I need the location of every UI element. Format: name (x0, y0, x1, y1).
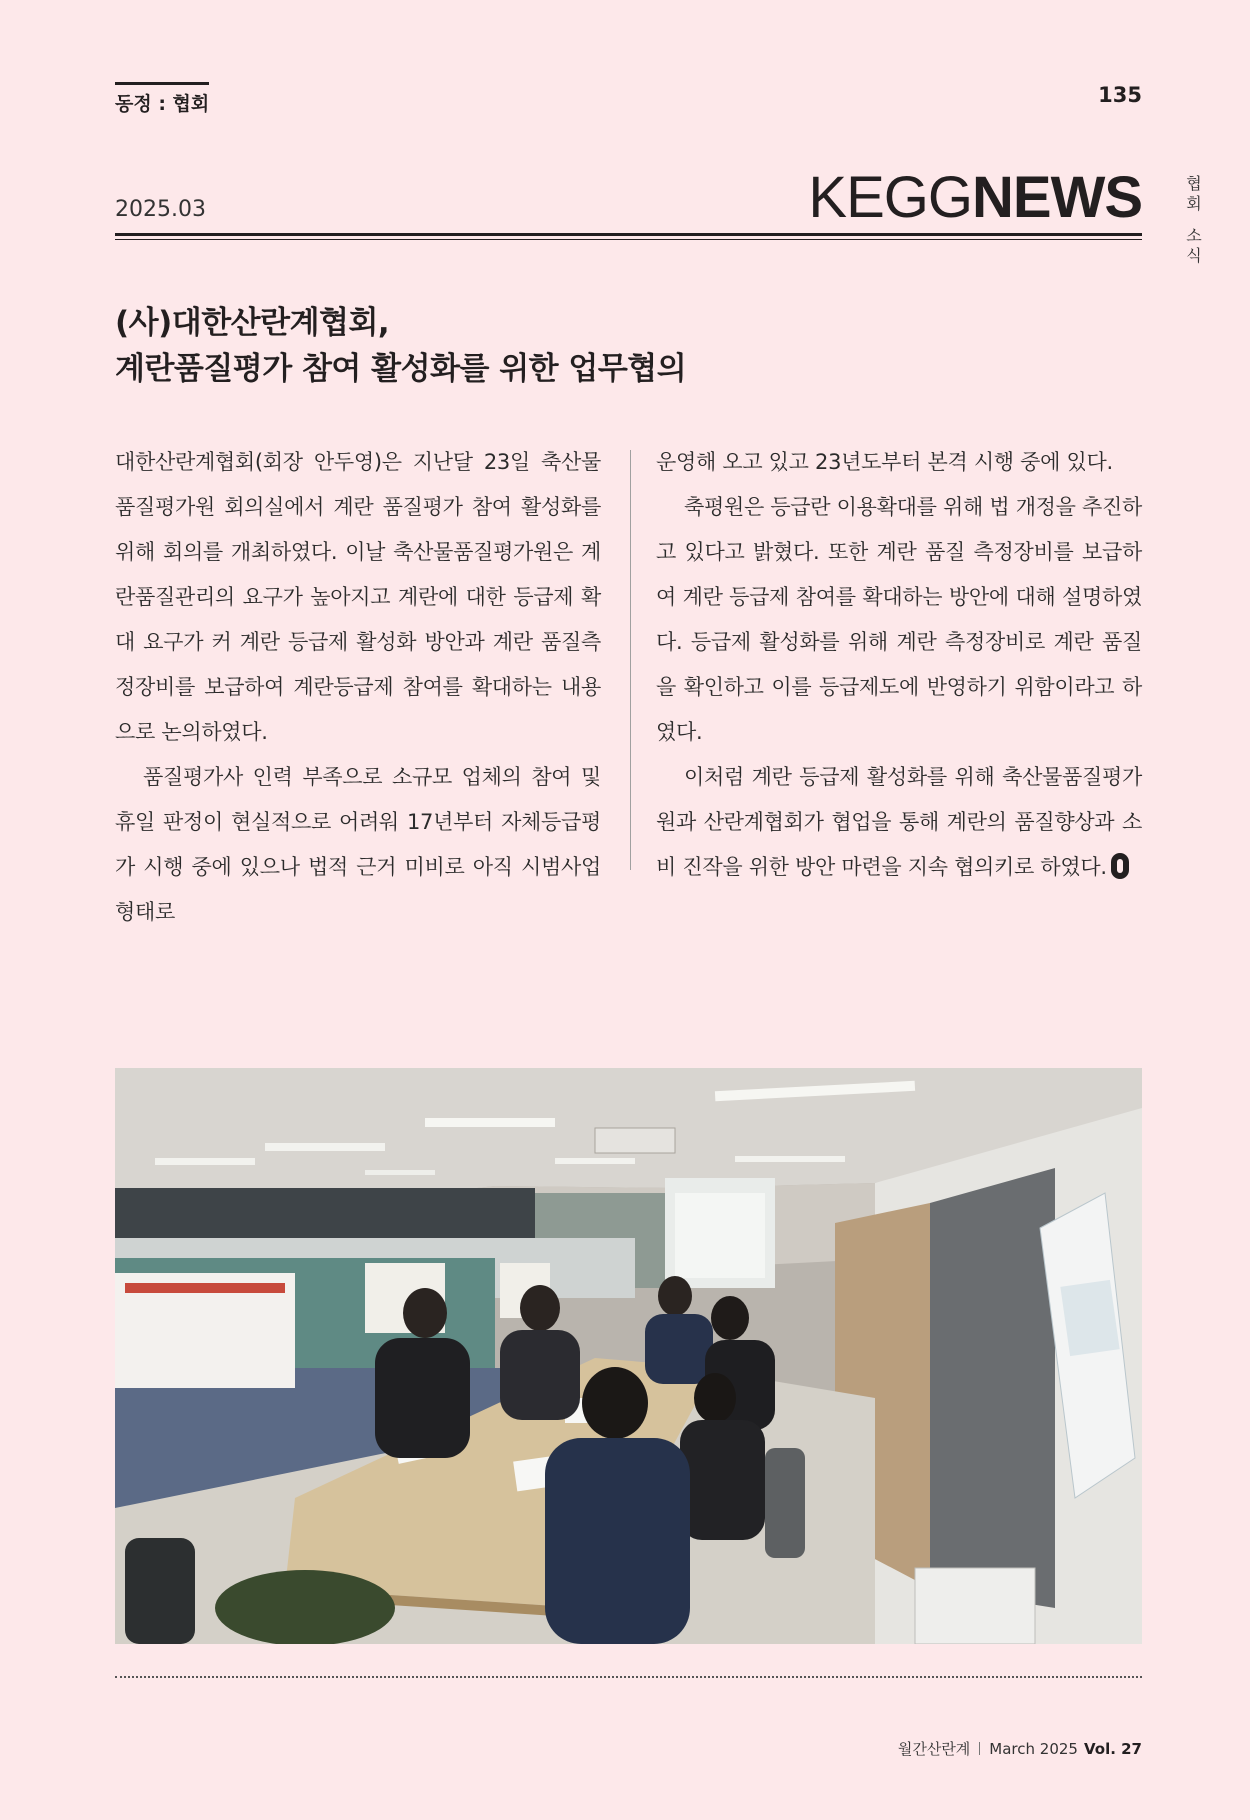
article-title (115, 300, 1015, 392)
egg-end-mark-icon (1111, 853, 1129, 879)
article-column-right (656, 440, 1142, 890)
side-tab-char: 소 (1186, 226, 1202, 245)
column-divider (630, 450, 631, 870)
footer-magazine: 월간산란계 (897, 1740, 971, 1758)
section-label: 동정 : 협회 (115, 82, 209, 116)
issue-date: 2025.03 (115, 197, 206, 222)
side-section-tab (1184, 174, 1204, 266)
article-title-line2: 계란품질평가 참여 활성화를 위한 업무협의 (115, 351, 687, 387)
article-paragraph: 품질평가사 인력 부족으로 소규모 업체의 참여 및 휴일 판정이 현실적으로 어려워 17년부터 자체등급평가 시행 중에 있으나 법적 근거 미비로 아직 시범사업 형태로 (115, 765, 601, 924)
header-rule-thin (115, 239, 1142, 240)
page-footer (898, 1738, 1142, 1759)
article-column-left (115, 440, 601, 935)
article-paragraph: 대한산란계협회(회장 안두영)은 지난달 23일 축산물품질평가원 회의실에서 계란 품질평가 참여 활성화를 위해 회의를 개최하였다. 이날 축산물품질평가원은 계란품질관리의 요구가 높아지고 계란에 대한 등급제 확대 요구가 커 계란 등급제 활성화 방안과 계란 품질측정장비를 보급하여 계란등급제 참여를 확대하는 내용으로 논의하였다. (115, 450, 601, 744)
article-paragraph: 운영해 오고 있고 23년도부터 본격 시행 중에 있다. (656, 450, 1113, 474)
footer-volume: Vol. 27 (1083, 1740, 1142, 1758)
brand-logo-light: KEGG (808, 165, 972, 230)
meeting-photo (115, 1068, 1142, 1644)
article-paragraph-last (656, 755, 1142, 890)
article-title-line1: (사)대한산란계협회, (115, 305, 390, 341)
brand-logo (808, 165, 1142, 230)
side-tab-char: 회 (1186, 194, 1202, 213)
side-tab-char: 협 (1186, 174, 1202, 193)
brand-logo-bold: NEWS (972, 165, 1142, 230)
side-tab-char: 식 (1186, 246, 1202, 265)
footer-month-year: March 2025 (989, 1740, 1078, 1758)
article-paragraph: 축평원은 등급란 이용확대를 위해 법 개정을 추진하고 있다고 밝혔다. 또한 계란 품질 측정장비를 보급하여 계란 등급제 참여를 확대하는 방안에 대해 설명하였다. 등급제 활성화를 위해 계란 측정장비로 계란 품질을 확인하고 이를 등급제도에 반영하기 위함이라고 하였다. (656, 495, 1142, 744)
bottom-dotted-rule (115, 1676, 1142, 1678)
page-number: 135 (1098, 83, 1142, 107)
footer-separator (979, 1742, 980, 1755)
header-rule (115, 233, 1142, 236)
article-paragraph-text: 이처럼 계란 등급제 활성화를 위해 축산물품질평가원과 산란계협회가 협업을 통해 계란의 품질향상과 소비 진작을 위한 방안 마련을 지속 협의키로 하였다. (656, 765, 1142, 879)
